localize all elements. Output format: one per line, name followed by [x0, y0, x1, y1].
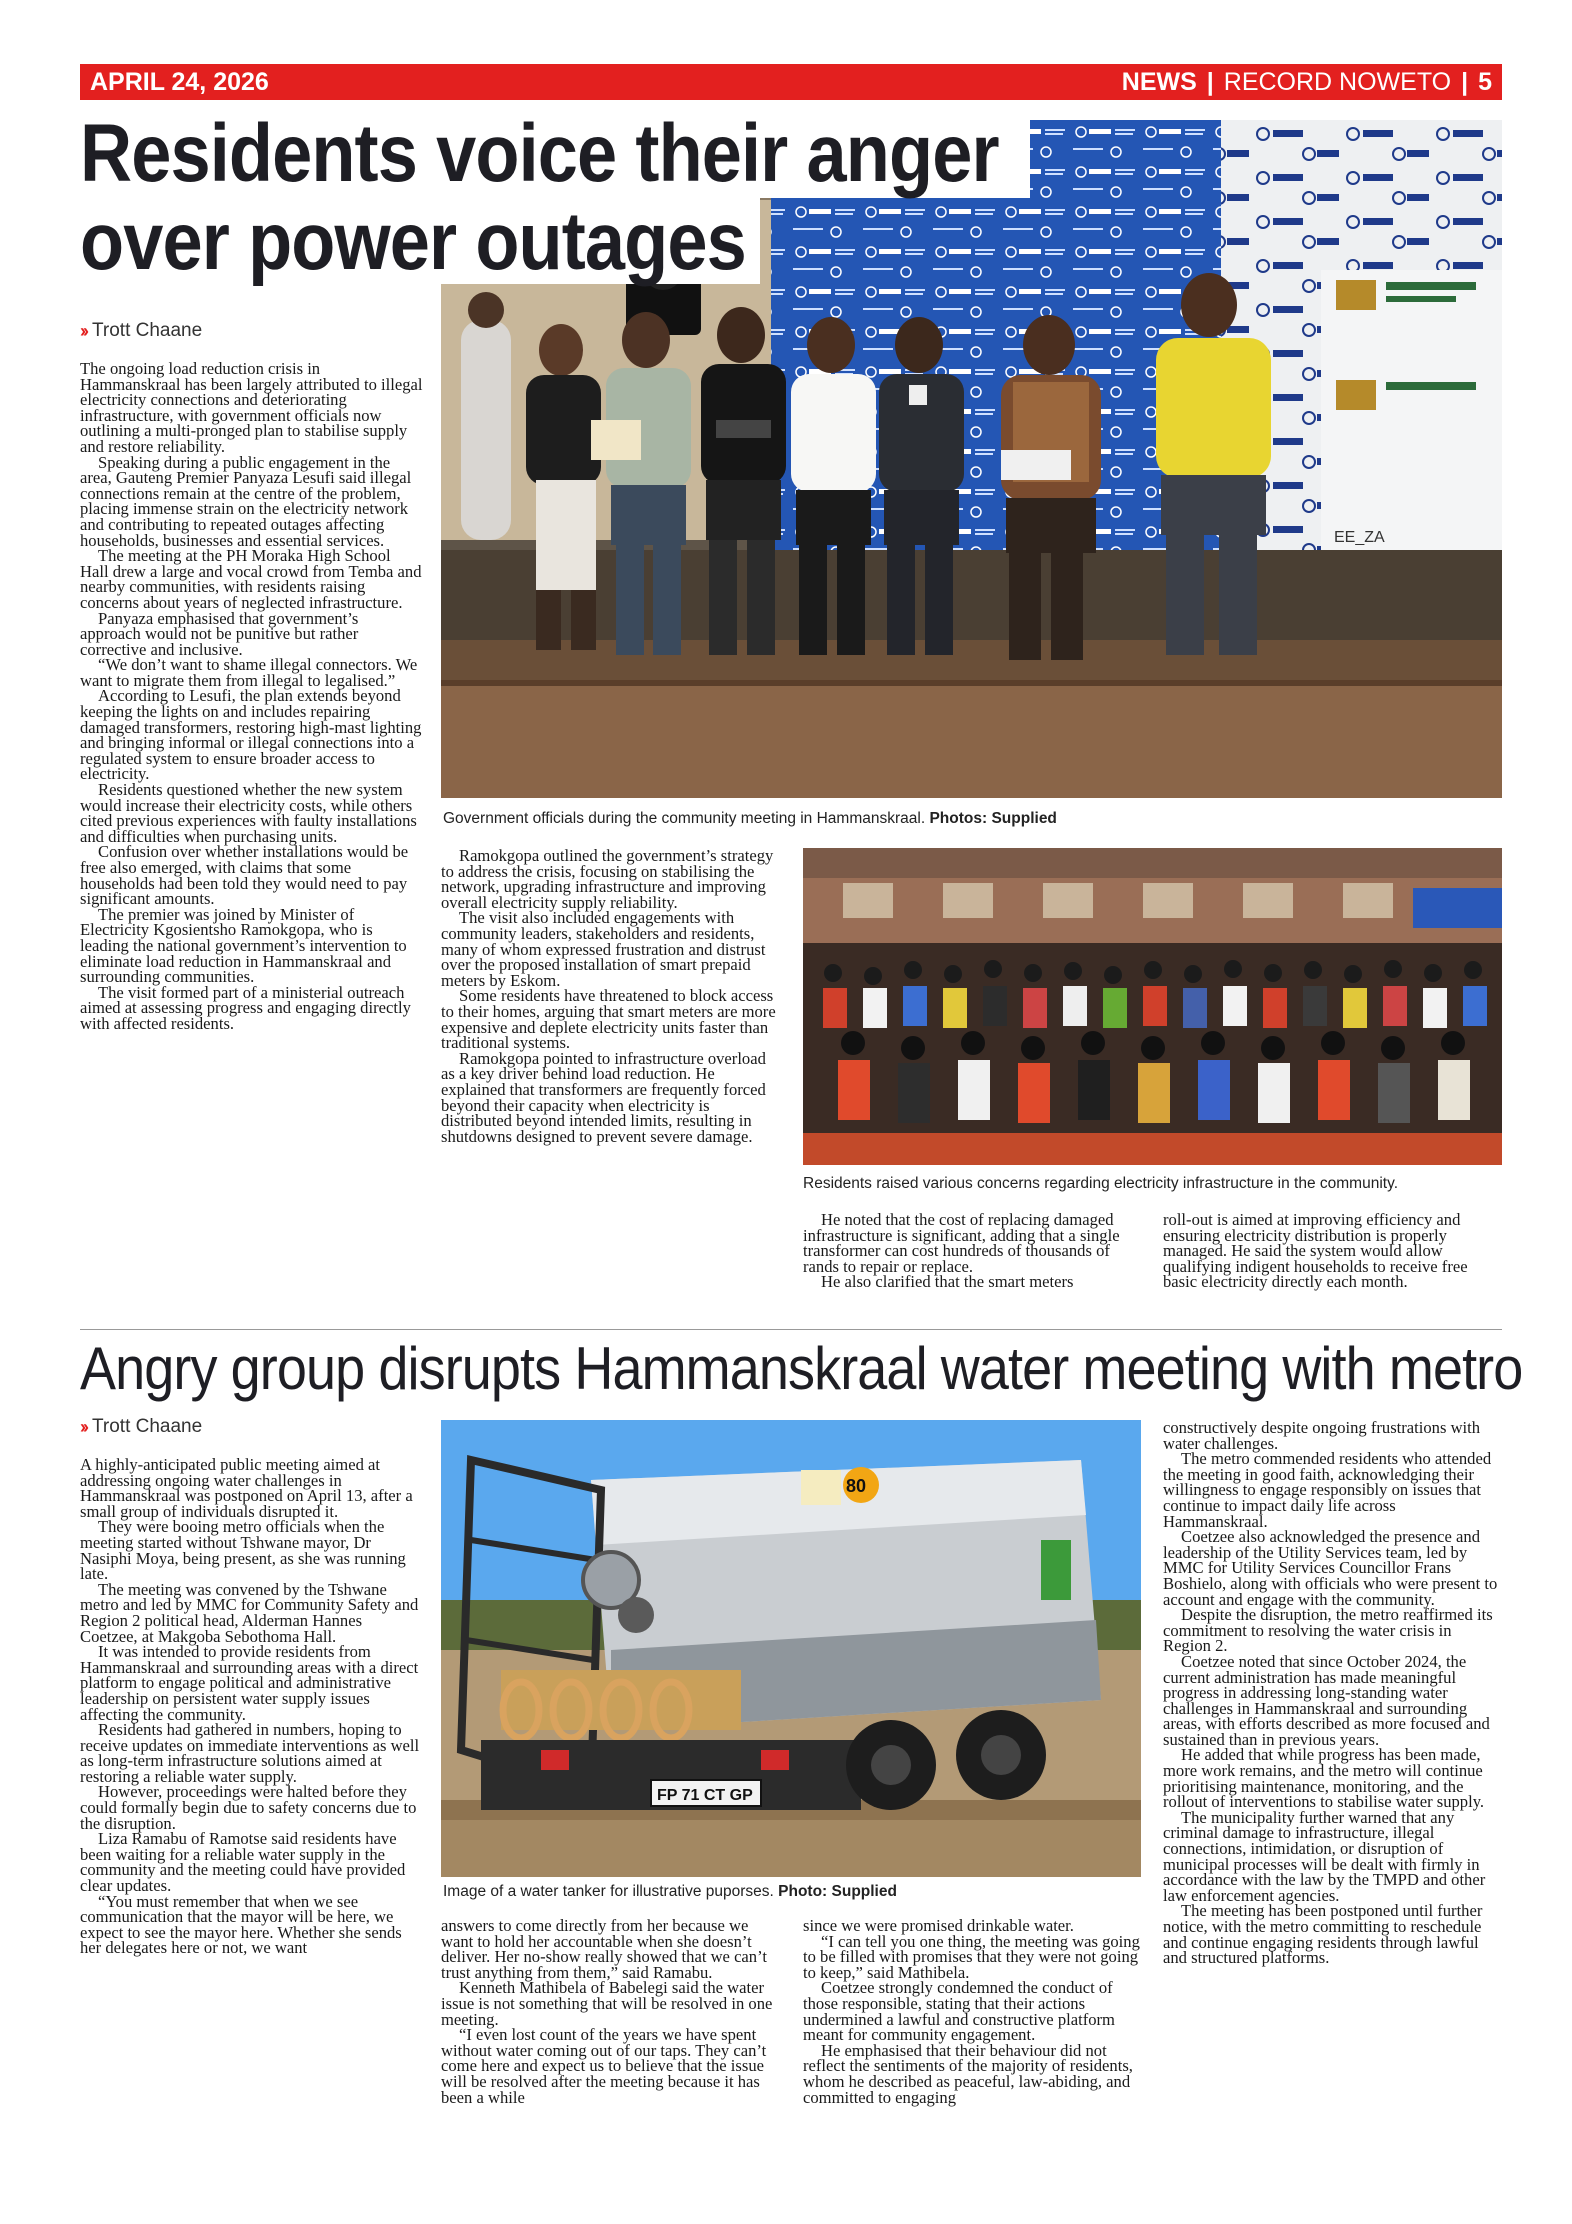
sign-text: EE_ZA	[1334, 529, 1385, 546]
crowd-photo-image	[803, 848, 1502, 1165]
photo-credit: Photos: Supplied	[929, 810, 1057, 827]
paragraph: “I can tell you one thing, the meeting was going to be filled with promises that they were not going to keep,” said Mathibela.	[803, 1931, 1140, 1982]
paragraph: “You must remember that when we see communication that the mayor will be here, we expect to see the mayor here. Whether she sends her delegates here or not, we want	[80, 1891, 402, 1958]
paragraph: He emphasised that their behaviour did not reflect the sentiments of the majority of residents, whom he described as peaceful, law-abiding, and committed to engaging	[803, 2040, 1133, 2107]
article1-column-4	[1163, 1212, 1502, 1290]
separator: |	[1206, 67, 1214, 96]
tanker-photo	[441, 1420, 1141, 1877]
crowd-photo	[803, 848, 1502, 1165]
paragraph: Coetzee noted that since October 2024, the current administration has made meaningful progress in addressing long-standing water challenges in Hammanskraal and surrounding areas, with efforts described as more focused and sustained than in previous years.	[1163, 1651, 1490, 1749]
paragraph: The ongoing load reduction crisis in Hammanskraal has been largely attributed to illegal electricity connections and deteriorating infrastructure, with government officials now outlining a multi-pronged plan to stabilise supply and restore reliability.	[80, 359, 423, 456]
byline-article2	[80, 1416, 202, 1438]
paragraph: The municipality further warned that any criminal damage to infrastructure, illegal connections, intimidation, or disruption of municipal processes will be dealt with firmly in accordance with the law by the TMPD and other law enforcement agencies.	[1163, 1807, 1486, 1905]
section-divider	[80, 1329, 1502, 1330]
tanker-photo-image	[441, 1420, 1141, 1877]
paragraph: Coetzee strongly condemned the conduct of those responsible, stating that their actions undermined a lawful and constructive platform meant for community engagement.	[803, 1978, 1115, 2045]
article1-column-3	[803, 1212, 1140, 1290]
separator: |	[1461, 67, 1469, 96]
headline-article1	[80, 110, 999, 286]
photo-caption	[803, 1175, 1398, 1193]
paragraph: Ramokgopa pointed to infrastructure overload as a key driver behind load reduction. He explained that transformers are frequently forced beyond their capacity when electricity is distributed beyond intended limits, resulting in shutdowns designed to prevent severe damage.	[441, 1048, 766, 1146]
paragraph: The visit also included engagements with community leaders, stakeholders and residents, many of whom expressed frustration and distrust over the proposed installation of smart prepaid meters by Eskom.	[441, 908, 766, 990]
paragraph: roll-out is aimed at improving efficiency and ensuring electricity distribution is properly managed. He said the system would allow qualifying indigent households to receive free basic electricity directly each month.	[1163, 1210, 1468, 1292]
paragraph: However, proceedings were halted before they could formally begin due to safety concerns due to the disruption.	[80, 1782, 417, 1833]
paragraph: The metro commended residents who attended the meeting in good faith, acknowledging their willingness to engage responsibly on issues that continue to impact daily life across Hammanskraal.	[1163, 1449, 1492, 1531]
photo-credit: Photo: Supplied	[778, 1883, 897, 1900]
paragraph: Panyaza emphasised that government’s approach would not be punitive but rather corrective and inclusive.	[80, 608, 359, 659]
caption-text: Residents raised various concerns regarding electricity infrastructure in the community.	[803, 1175, 1398, 1192]
paragraph: The meeting at the PH Moraka High School Hall drew a large and vocal crowd from Temba and nearby communities, with residents raising concerns about years of neglected infrastructure.	[80, 546, 422, 612]
author-name: Trott Chaane	[92, 320, 203, 341]
headline-line: over power outages	[80, 196, 746, 287]
paragraph: answers to come directly from her because we want to hold her accountable when she doesn’t deliver. Her no-show really showed that we can’t trust anything from them,” said Ramabu.	[441, 1916, 767, 1982]
paragraph: Coetzee also acknowledged the presence and leadership of the Utility Services team, led by MMC for Utility Services Councillor Frans Boshielo, along with officials who were present to account and engage with the community.	[1163, 1527, 1498, 1609]
paragraph: Speaking during a public engagement in the area, Gauteng Premier Panyaza Lesufi said illegal connections remain at the centre of the problem, placing immense strain on the electricity network and contributing to repeated outages affecting households, businesses and essential services.	[80, 452, 412, 550]
publication-name: RECORD NOWETO	[1223, 67, 1452, 96]
byline-article1	[80, 320, 202, 342]
paragraph: Confusion over whether installations would be free also emerged, with claims that some households had been told they would need to pay significant amounts.	[80, 842, 409, 909]
article2-column-2	[441, 1918, 778, 2105]
paragraph: The meeting was convened by the Tshwane metro and led by MMC for Community Safety and Region 2 political head, Alderman Hannes Coetzee, at Makgoba Sebothoma Hall.	[80, 1579, 419, 1646]
paragraph: The premier was joined by Minister of Electricity Kgosientsho Ramokgopa, who is leading the national government’s intervention to eliminate load reduction in Hammanskraal and surrounding communities.	[80, 904, 407, 987]
paragraph: Despite the disruption, the metro reaffirmed its commitment to resolving the water crisis in Region 2.	[1163, 1605, 1493, 1656]
paragraph: Ramokgopa outlined the government’s strategy to address the crisis, focusing on stabilising the network, upgrading infrastructure and improving overall electricity supply reliability.	[441, 846, 774, 912]
caption-text: Government officials during the community meeting in Hammanskraal.	[443, 810, 926, 827]
paragraph: since we were promised drinkable water.	[803, 1916, 1074, 1935]
paragraph: He added that while progress has been made, more work remains, and the metro will continue prioritising maintenance, monitoring, and the rollout of interventions to stabilise water supply.	[1163, 1745, 1485, 1812]
paragraph: He noted that the cost of replacing damaged infrastructure is significant, adding that a single transformer can cost hundreds of thousands of rands to repair or replace.	[803, 1210, 1120, 1276]
photo-caption	[443, 1883, 897, 1901]
paragraph: The meeting has been postponed until further notice, with the metro committing to reschedule and continue engaging residents through lawful and structured platforms.	[1163, 1901, 1483, 1968]
paragraph: They were booing metro officials when the meeting started without Tshwane mayor, Dr Nasiphi Moya, being present, as she was running late.	[80, 1517, 406, 1584]
paragraph: He also clarified that the smart meters	[821, 1272, 1074, 1292]
tanker-number: 80	[846, 1476, 867, 1496]
article1-column-2	[441, 848, 781, 1144]
caption-text: Image of a water tanker for illustrative puporses.	[443, 1883, 774, 1900]
paragraph: Residents had gathered in numbers, hoping to receive updates on immediate interventions as well as long-term infrastructure solutions aimed at restoring a reliable water supply.	[80, 1720, 420, 1786]
paragraph: It was intended to provide residents from Hammanskraal and surrounding areas with a direct platform to engage political and administrative leadership on persistent water supply issues affecting the community.	[80, 1642, 419, 1724]
paragraph: The visit formed part of a ministerial outreach aimed at assessing progress and engaging directly with affected residents.	[80, 982, 411, 1033]
section-label: NEWS	[1121, 67, 1197, 96]
paragraph: Kenneth Mathibela of Babelegi said the water issue is not something that will be resolved in one meeting.	[441, 1978, 773, 2029]
author-name: Trott Chaane	[92, 1416, 203, 1437]
masthead-bar	[80, 64, 1502, 100]
paragraph: Some residents have threatened to block access to their homes, arguing that smart meters are more expensive and deplete electricity units faster than traditional systems.	[441, 986, 776, 1053]
paragraph: “I even lost count of the years we have spent without water coming out of our taps. They can’t come here and expect us to believe that the issue will be resolved after the meeting because it has been a while	[441, 2025, 767, 2107]
article2-column-4	[1163, 1420, 1502, 1966]
paragraph: Liza Ramabu of Ramotse said residents have been waiting for a reliable water supply in the community and the meeting could have provided clear updates.	[80, 1829, 406, 1896]
paragraph: A highly-anticipated public meeting aimed at addressing ongoing water challenges in Hammanskraal was postponed on April 13, after a small group of individuals disrupted it.	[80, 1455, 413, 1521]
paragraph: “We don’t want to shame illegal connectors. We want to migrate them from illegal to legalised.”	[80, 655, 418, 690]
chevron-right-icon: ››	[80, 1416, 86, 1437]
page-number: 5	[1478, 67, 1492, 96]
paragraph: constructively despite ongoing frustrations with water challenges.	[1163, 1418, 1481, 1453]
article2-column-3	[803, 1918, 1140, 2105]
paragraph: Residents questioned whether the new system would increase their electricity costs, while others cited previous experiences with faulty installations and difficulties when purchasing units.	[80, 780, 417, 846]
chevron-right-icon: ››	[80, 320, 86, 341]
photo-caption	[443, 810, 1057, 828]
number-plate: FP 71 CT GP	[657, 1787, 753, 1804]
headline-article2: Angry group disrupts Hammanskraal water meeting with metro	[80, 1335, 1523, 1402]
headline-line: Residents voice their anger	[80, 108, 999, 199]
article2-column-1	[80, 1457, 423, 1956]
article1-column-1	[80, 361, 423, 1032]
paragraph: According to Lesufi, the plan extends beyond keeping the lights on and includes repairing damaged transformers, restoring high-mast lighting and bringing informal or illegal connections into a regulated system to ensure broader access to electricity.	[80, 686, 422, 784]
issue-date: APRIL 24, 2026	[90, 67, 269, 96]
